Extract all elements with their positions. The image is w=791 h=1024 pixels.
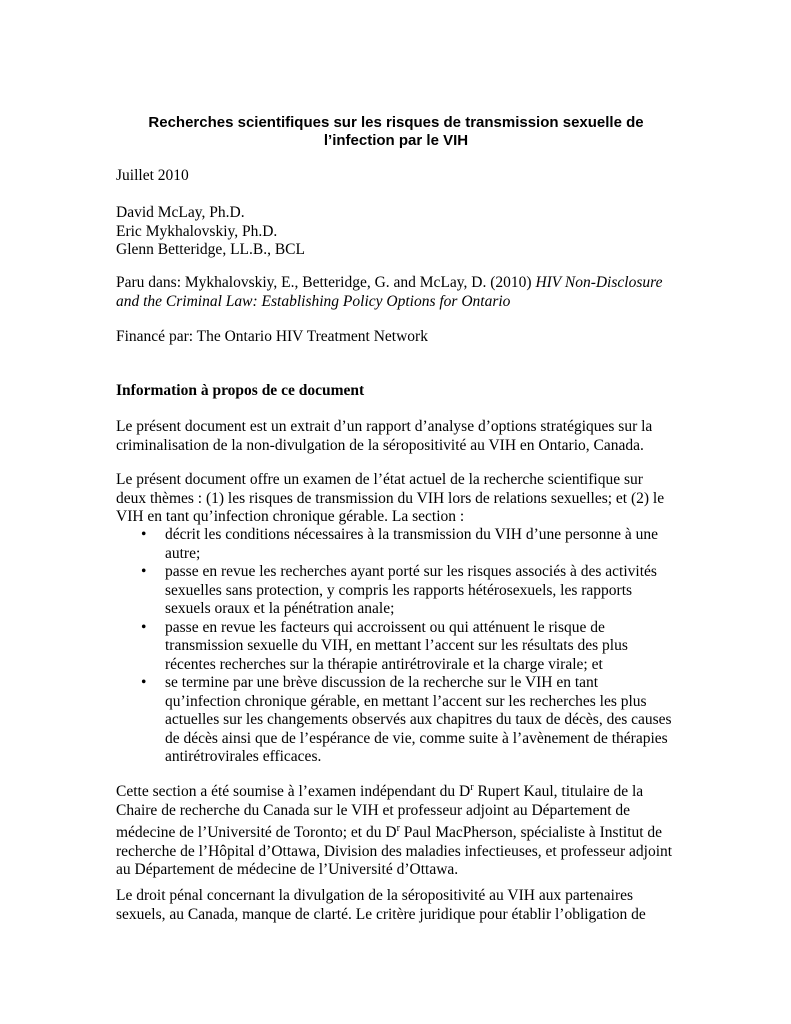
section-heading [116, 382, 678, 401]
bullet-line: sexuels oraux et la pénétration anale; [165, 600, 395, 617]
bullet-item [116, 563, 678, 619]
publication-citation [116, 274, 678, 311]
paragraph-line: criminalisation de la non-divulgation de la séropositivité au VIH en Ontario, Canada. [116, 436, 644, 454]
superscript: r [470, 782, 474, 793]
bullet-item [116, 526, 678, 563]
bullet-line: antirétrovirales efficaces. [165, 748, 322, 765]
paragraph-line: Le présent document est un extrait d’un rapport d’analyse d’options stratégiques sur la [116, 418, 653, 435]
bullet-line: qu’infection chronique gérable, en mettant l’accent sur les recherches les plus [165, 692, 647, 710]
citation-line [116, 274, 678, 293]
paragraph-2 [116, 471, 678, 527]
paragraph-line: deux thèmes : (1) les risques de transmission du VIH lors de relations sexuelles; et (2) le [116, 489, 665, 507]
document-title [116, 114, 676, 150]
paragraph-line: VIH en tant qu’infection chronique gérable. La section : [116, 508, 465, 525]
bullet-item [116, 619, 678, 675]
bullet-line: transmission sexuelle du VIH, en mettant l’accent sur les résultats des plus [165, 637, 628, 654]
paragraph-line [116, 820, 678, 843]
funding-text: Financé par: The Ontario HIV Treatment Network [116, 328, 428, 345]
bullet-line: se termine par une brève discussion de la recherche sur le VIH en tant [165, 674, 599, 691]
author: Eric Mykhalovskiy, Ph.D. [116, 222, 278, 240]
citation-line [116, 293, 678, 312]
paragraph-text: Rupert Kaul, titulaire de la [473, 783, 644, 801]
date-text: Juillet 2010 [116, 167, 189, 184]
section-heading-text: Information à propos de ce document [116, 382, 365, 399]
author-list [116, 204, 678, 260]
bullet-icon: • [141, 563, 147, 580]
paragraph-line: Le présent document offre un examen de l’état actuel de la recherche scientifique sur [116, 471, 643, 488]
bullet-line: actuelles sur les changements observés aux chapitres du taux de décès, des causes [165, 711, 672, 728]
paragraph-line [116, 779, 678, 802]
bullet-list [116, 526, 678, 767]
paragraph-line: recherche de l’Hôpital d’Ottawa, Division des maladies infectieuses, et professeur adjoint [116, 842, 673, 860]
bullet-icon: • [141, 618, 147, 636]
author: Glenn Betteridge, LL.B., BCL [116, 241, 305, 258]
citation-book-title: HIV Non-Disclosure [535, 274, 663, 291]
bullet-line: sexuelles sans protection, y compris les rapports hétérosexuels, les rapports [165, 581, 633, 599]
paragraph-text: Cette section a été soumise à l’examen indépendant du D [116, 783, 471, 801]
paragraph-3 [116, 779, 678, 880]
superscript: r [396, 823, 400, 835]
bullet-icon: • [141, 674, 147, 691]
bullet-line: de décès ainsi que de l’espérance de vie, comme suite à l’avènement de thérapies [165, 729, 668, 747]
paragraph-line: au Département de médecine de l’Université d’Ottawa. [116, 861, 459, 879]
title-line: l’infection par le VIH [323, 132, 469, 149]
bullet-line: passe en revue les facteurs qui accroissent ou qui atténuent le risque de [165, 618, 605, 636]
paragraph-text: médecine de l’Université de Toronto; et du D [116, 824, 397, 842]
citation-book-title-cont: and the Criminal Law: Establishing Policy Options for Ontario [116, 292, 511, 310]
paragraph-line: sexuels, au Canada, manque de clarté. Le critère juridique pour établir l’obligation de [116, 905, 646, 923]
paragraph-text: Paul MacPherson, spécialiste à Institut de [399, 824, 663, 842]
bullet-line: passe en revue les recherches ayant porté sur les risques associés à des activités [165, 563, 657, 580]
title-line: Recherches scientifiques sur les risques de transmission sexuelle de [148, 114, 644, 131]
paragraph-line: Le droit pénal concernant la divulgation de la séropositivité au VIH aux partenaires [116, 887, 634, 904]
citation-prefix: Paru dans: Mykhalovskiy, E., Betteridge, G. and McLay, D. (2010) [116, 274, 536, 291]
funding-note [116, 328, 678, 347]
paragraph-4 [116, 887, 678, 924]
bullet-item [116, 674, 678, 767]
paragraph-1 [116, 418, 678, 455]
paragraph-line: Chaire de recherche du Canada sur le VIH et professeur adjoint au Département de [116, 801, 631, 819]
bullet-line: décrit les conditions nécessaires à la transmission du VIH d’une personne à une [165, 526, 658, 543]
bullet-line: récentes recherches sur la thérapie antirétrovirale et la charge virale; et [165, 655, 603, 673]
author: David McLay, Ph.D. [116, 204, 245, 221]
bullet-icon: • [141, 526, 147, 543]
bullet-line: autre; [165, 544, 201, 562]
date [116, 167, 678, 186]
